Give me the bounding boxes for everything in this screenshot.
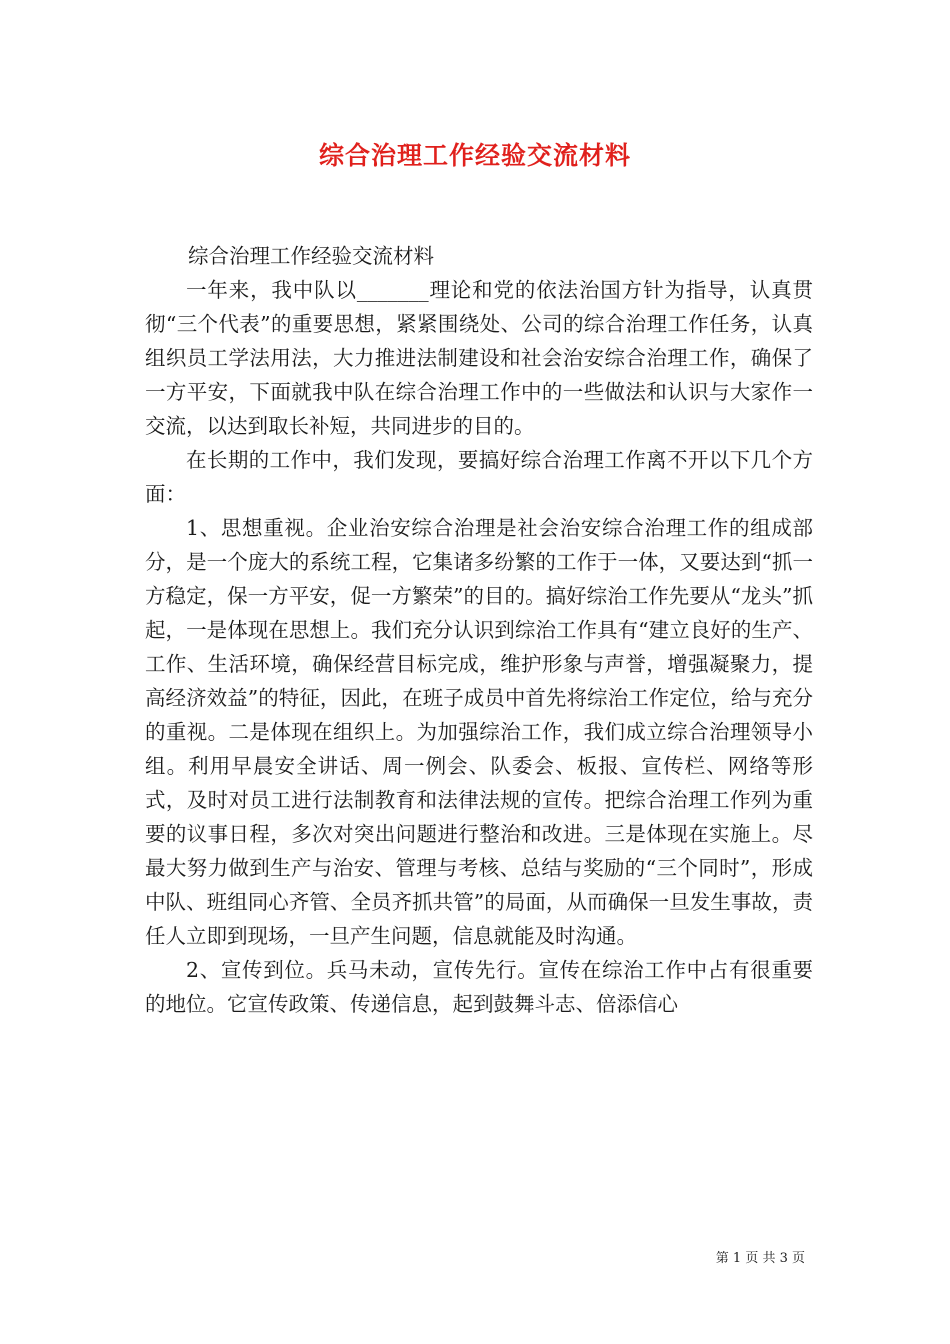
paragraph-overview: 在长期的工作中，我们发现，要搞好综合治理工作离不开以下几个方面： (145, 448, 813, 506)
paragraph-intro: 一年来，我中队以_______理论和党的依法治国方针为指导，认真贯彻“三个代表”的重要思想，紧紧围绕处、公司的综合治理工作任务，认真组织员工学法用法，大力推进法制建设和社会治安综合治理工作，确保了一方平安，下面就我中队在综合治理工作中的一些做法和认识与大家作一交流，以达到取长补短，共同进步的目的。 (145, 278, 813, 438)
document-subtitle: 综合治理工作经验交流材料 (188, 244, 435, 268)
page-number: 第 1 页 共 3 页 (715, 1251, 805, 1266)
document-body (145, 239, 813, 1021)
page-title: 综合治理工作经验交流材料 (318, 141, 631, 170)
paragraph-point-2: 2、宣传到位。兵马未动，宣传先行。宣传在综治工作中占有很重要的地位。它宣传政策、传递信息，起到鼓舞斗志、倍添信心 (145, 958, 813, 1016)
paragraph-point-1: 1、思想重视。企业治安综合治理是社会治安综合治理工作的组成部分，是一个庞大的系统工程，它集诸多纷繁的工作于一体，又要达到“抓一方稳定，保一方平安，促一方繁荣”的目的。搞好综治工作先要从“龙头”抓起，一是体现在思想上。我们充分认识到综治工作具有“建立良好的生产、工作、生活环境，确保经营目标完成，维护形象与声誉，增强凝聚力，提高经济效益”的特征，因此，在班子成员中首先将综治工作定位，给与充分的重视。二是体现在组织上。为加强综治工作，我们成立综合治理领导小组。利用早晨安全讲话、周一例会、队委会、板报、宣传栏、网络等形式，及时对员工进行法制教育和法律法规的宣传。把综合治理工作列为重要的议事日程，多次对突出问题进行整治和改进。三是体现在实施上。尽最大努力做到生产与治安、管理与考核、总结与奖励的“三个同时”，形成中队、班组同心齐管、全员齐抓共管”的局面，从而确保一旦发生事故，责任人立即到现场，一旦产生问题，信息就能及时沟通。 (145, 516, 813, 948)
